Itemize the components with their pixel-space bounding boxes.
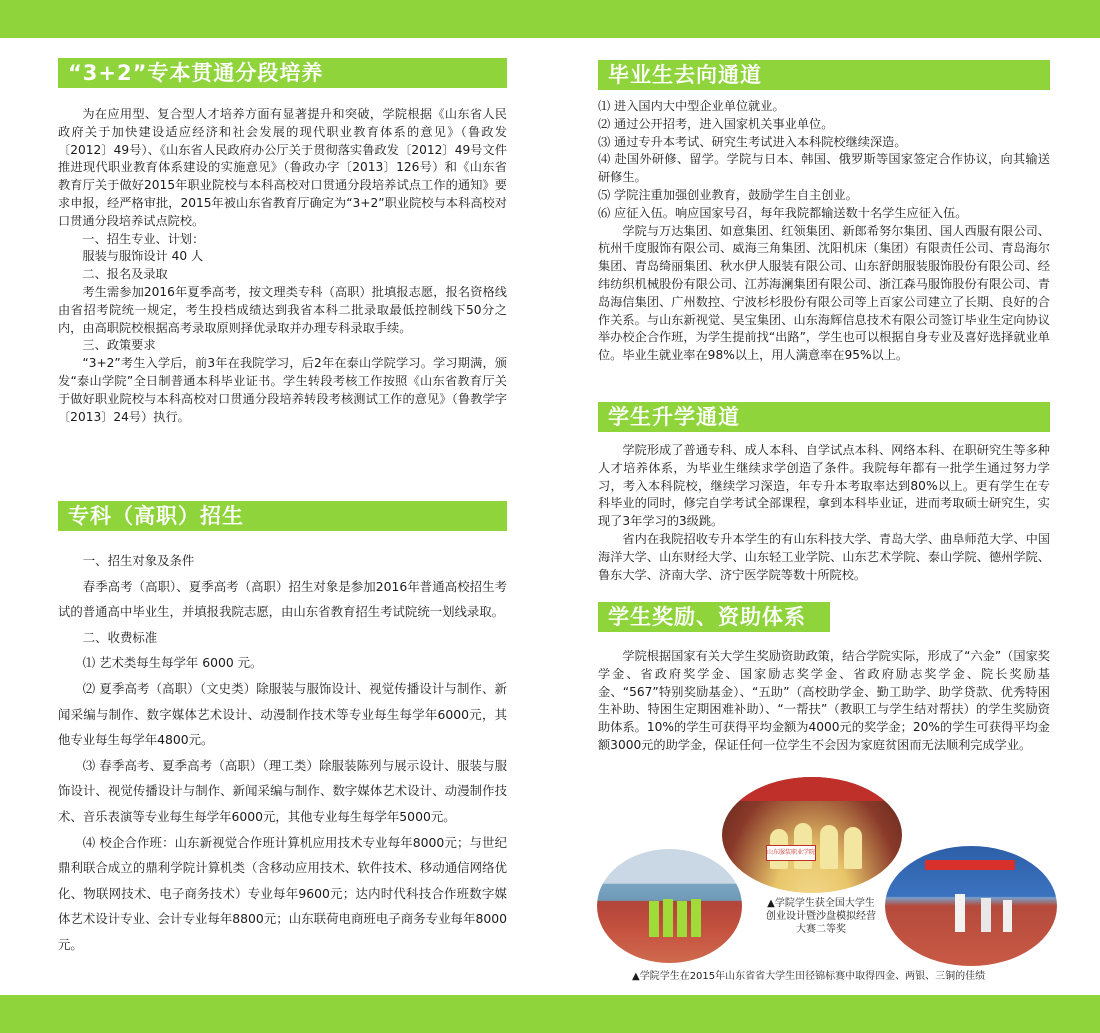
section-3plus2-body	[58, 106, 507, 426]
athlete-figure	[663, 899, 673, 937]
cooperation-paragraph: 学院与万达集团、如意集团、红领集团、新郎希努尔集团、国人西服有限公司、杭州千度服饰有限公司、威海三角集团、沈阳机床（集团）有限责任公司、青岛海尔集团、青岛绮丽集团、秋水伊人服装有限公司、山东舒朗服装服饰股份有限公司、经纬纺织机械股份有限公司、江苏海澜集团有限公司、浙江森马服饰股份有限公司、青岛海信集团、广州数控、宁波杉杉股份有限公司等上百家公司建立了长期、良好的合作关系。与山东新视觉、昊宝集团、山东海辉信息技术有限公司签订毕业生定向协议举办校企合作班，为学生提前找“出路”，学生也可以根据自身专业及喜好选择就业单位。毕业生就业率在98%以上，用人满意率在95%以上。	[598, 223, 1050, 363]
policy-heading: 三、政策要求	[82, 338, 156, 353]
stadium-banner	[925, 860, 1015, 870]
runner-figure	[981, 898, 991, 932]
path-item-5: ⑸ 学院注重加强创业教育，鼓励学生自主创业。	[598, 187, 858, 202]
target-heading: 一、招生对象及条件	[82, 553, 195, 568]
fee-item-2: ⑵ 夏季高考（高职）（文史类）除服装与服饰设计、视觉传播设计与制作、新闻采编与制作、数字媒体艺术设计、动漫制作技术等专业每生每学年6000元，其他专业每生每学年4800元。	[58, 680, 507, 748]
section-title-3plus2: “3+2”专本贯通分段培养	[58, 58, 507, 88]
award-photo-caption: ▲学院学生获全国大学生创业设计暨沙盘模拟经营大赛二等奖	[766, 898, 876, 935]
runner-figure	[1003, 900, 1012, 932]
section-rewards-body	[598, 648, 1050, 755]
person-figure	[844, 827, 862, 869]
section-title-graduate-paths: 毕业生去向通道	[598, 60, 1050, 90]
fee-item-3: ⑶ 春季高考、夏季高考（高职）（理工类）除服装陈列与展示设计、服装与服饰设计、视觉传播设计与制作、新闻采编与制作、数字媒体艺术设计、动漫制作技术、音乐表演等专业每生每学年6000元，其他专业每生每学年5000元。	[58, 757, 507, 824]
award-ceremony-photo	[722, 777, 902, 893]
policy-paragraph: “3+2”考生入学后，前3年在我院学习，后2年在泰山学院学习。学习期满，颁发“泰山学院”全日制普通本科毕业证书。学生转段考核工作按照《山东省教育厅关于做好职业院校与本科高校对口贯通分段培养转段考核测试工作的意见》（鲁教学字〔2013〕24号）执行。	[58, 356, 507, 424]
bottom-green-band	[0, 995, 1100, 1033]
plan-heading: 一、招生专业、计划：	[82, 231, 205, 246]
path-item-1: ⑴ 进入国内大中型企业单位就业。	[598, 99, 785, 113]
plan-text: 服装与服饰设计 40 人	[82, 249, 204, 264]
fee-item-1: ⑴ 艺术类每生每学年 6000 元。	[82, 655, 263, 671]
athlete-figure	[691, 899, 701, 937]
fee-heading: 二、收费标准	[82, 629, 158, 645]
section-title-further-study: 学生升学通道	[598, 402, 1050, 432]
runner-figure	[955, 894, 965, 932]
admission-paragraph: 考生需参加2016年夏季高考，按文理类专科（高职）批填报志愿，报名资格线由省招考院统一规定，考生投档成绩达到我省本科二批录取最低控制线下50分之内，由高职院校根据高考录取原则择优录取并办理专科录取手续。	[58, 284, 507, 335]
path-item-6: ⑹ 应征入伍。响应国家号召，每年我院都输送数十名学生应征入伍。	[598, 205, 968, 220]
race-photo	[885, 846, 1057, 966]
track-team-photo	[597, 849, 742, 963]
path-item-2: ⑵ 通过公开招考，进入国家机关事业单位。	[598, 116, 834, 131]
target-paragraph: 春季高考（高职）、夏季高考（高职）招生对象是参加2016年普通高校招生考试的普通高中毕业生，并填报我院志愿，由山东省教育招生考试院统一划线录取。	[58, 578, 507, 620]
athlete-figure	[677, 901, 687, 937]
top-green-band	[0, 0, 1100, 38]
athlete-figure	[649, 901, 659, 937]
person-figure	[820, 825, 838, 869]
track-photo-caption: ▲学院学生在2015年山东省省大学生田径锦标赛中取得四金、两银、三铜的佳绩	[632, 971, 986, 982]
rewards-paragraph: 学院根据国家有关大学生奖励资助政策，结合学院实际，形成了“六金”（国家奖学金、省政府奖学金、国家励志奖学金、省政府励志奖学金、院长奖励基金、“567”特别奖励基金）、“五助”（高校助学金、勤工助学、助学贷款、优秀特困生补助、特困生定期困难补助）、“一帮扶”（教职工与学生结对帮扶）的学生奖励资助体系。10%的学生可获得平均金额为4000元的奖学金；20%的学生可获得平均金额3000元的助学金，保证任何一位学生不会因为家庭贫困而无法顺利完成学业。	[598, 649, 1050, 752]
fee-item-4: ⑷ 校企合作班：山东新视觉合作班计算机应用技术专业每年8000元；与世纪鼎利联合成立的鼎利学院计算机类（含移动应用技术、软件技术、移动通信网络优化、物联网技术、电子商务技术）专业每年9600元；达内时代科技合作班数字媒体艺术设计专业、会计专业每年8800元；山东联荷电商班电子商务专业每年8000元。	[58, 834, 507, 952]
further-study-paragraph-1: 学院形成了普通专科、成人本科、自学试点本科、网络本科、在职研究生等多种人才培养体系，为毕业生继续求学创造了条件。我院每年都有一批学生通过努力学习，考入本科院校，继续学习深造，年专升本考取率达到80%以上。更有学生在专科毕业的同时，修完自学考试全部课程，拿到本科毕业证，进而考取硕士研究生，实现了3年学习的3级跳。	[598, 443, 1050, 529]
path-item-3: ⑶ 通过专升本考试、研究生考试进入本科院校继续深造。	[598, 134, 907, 149]
award-backdrop	[722, 777, 902, 801]
section-title-rewards: 学生奖励、资助体系	[598, 602, 830, 632]
path-item-4: ⑷ 赴国外研修、留学。学院与日本、韩国、俄罗斯等国家签定合作协议，向其输送研修生。	[598, 152, 1050, 185]
section-graduate-paths-body	[598, 98, 1050, 365]
section-junior-college-body	[58, 548, 507, 958]
award-banner: 山东服装职业学院	[766, 845, 816, 861]
section-further-study-body	[598, 442, 1050, 584]
admission-heading: 二、报名及录取	[82, 267, 168, 282]
further-study-paragraph-2: 省内在我院招收专升本学生的有山东科技大学、青岛大学、曲阜师范大学、中国海洋大学、山东财经大学、山东轻工业学院、山东艺术学院、泰山学院、德州学院、鲁东大学、济南大学、济宁医学院等数十所院校。	[598, 531, 1050, 582]
section-title-junior-college: 专科（高职）招生	[58, 501, 507, 531]
intro-paragraph: 为在应用型、复合型人才培养方面有显著提升和突破，学院根据《山东省人民政府关于加快建设适应经济和社会发展的现代职业教育体系的意见》（鲁政发〔2012〕49号）、《山东省人民政府办公厅关于贯彻落实鲁政发〔2012〕49号文件推进现代职业教育体系建设的实施意见》（鲁政办字〔2013〕126号）和《山东省教育厅关于做好2015年职业院校与本科高校对口贯通分段培养试点工作的通知》要求申报，经严格审批，2015年被山东省教育厅确定为“3+2”职业院校与本科高校对口贯通分段培养试点院校。	[58, 107, 507, 228]
